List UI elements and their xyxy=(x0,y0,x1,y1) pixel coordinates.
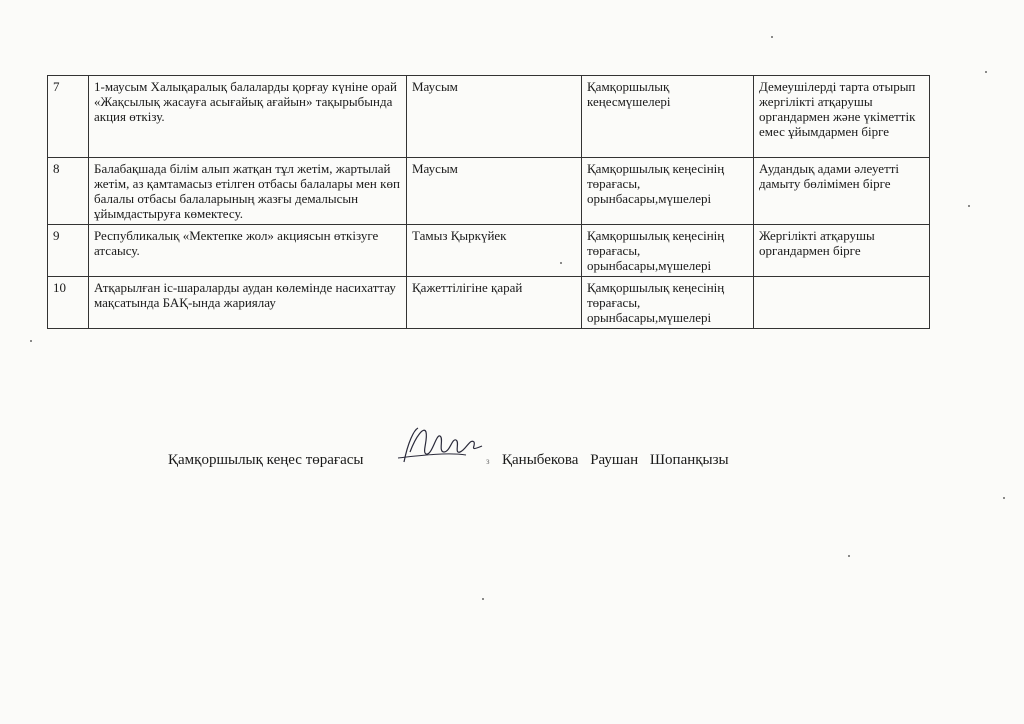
signature-title: Қамқоршылық кеңес төрағасы xyxy=(168,452,364,468)
scan-speck xyxy=(482,598,484,600)
signature-block xyxy=(168,452,729,469)
handwritten-signature xyxy=(396,422,486,472)
partners-cell xyxy=(754,277,930,329)
surname: Қаныбекова xyxy=(502,452,579,468)
scan-speck xyxy=(30,340,32,342)
date-cell: Қажеттілігіне қарай xyxy=(407,277,582,329)
table-row xyxy=(48,225,930,277)
partners-cell: Демеушілерді тарта отырып жергілікті атқарушы органдармен және үкіметтік емес ұйымдармен бірге xyxy=(754,76,930,158)
responsible-cell: Қамқоршылық кеңесінің төрағасы, орынбасары,мүшелері xyxy=(582,277,754,329)
scan-speck xyxy=(848,555,850,557)
date-cell: Маусым xyxy=(407,158,582,225)
table-row xyxy=(48,277,930,329)
first-name: Раушан xyxy=(590,452,639,468)
signature-mark: з xyxy=(486,456,490,466)
date-cell: Маусым xyxy=(407,76,582,158)
partners-cell: Жергілікті атқарушы органдармен бірге xyxy=(754,225,930,277)
activity-cell: Атқарылған іс-шараларды аудан көлемінде насихаттау мақсатында БАҚ-ында жариялау xyxy=(89,277,407,329)
date-cell: Тамыз Қыркүйек xyxy=(407,225,582,277)
activity-cell: Балабақшада білім алып жатқан тұл жетім, жартылай жетім, аз қамтамасыз етілген отбасы балалары мен көп балалы отбасы балаларының жазғы демалысын ұйымдастыруға көмектесу. xyxy=(89,158,407,225)
signatory-name xyxy=(502,452,729,469)
table-row xyxy=(48,76,930,158)
row-number: 8 xyxy=(48,158,89,225)
scan-speck xyxy=(560,262,562,264)
row-number: 10 xyxy=(48,277,89,329)
activity-plan-table xyxy=(47,75,930,329)
row-number: 7 xyxy=(48,76,89,158)
responsible-cell: Қамқоршылық кеңесінің төрағасы, орынбасары,мүшелері xyxy=(582,158,754,225)
row-number: 9 xyxy=(48,225,89,277)
partners-cell: Аудандық адами әлеуетті дамыту бөлімімен бірге xyxy=(754,158,930,225)
activity-cell: 1-маусым Халықаралық балаларды қорғау күніне орай «Жақсылық жасауға асығайық ағайын» тақырыбында акция өткізу. xyxy=(89,76,407,158)
scan-speck xyxy=(985,71,987,73)
responsible-cell: Қамқоршылық кеңесмүшелері xyxy=(582,76,754,158)
patronymic: Шопанқызы xyxy=(649,452,729,468)
scan-speck xyxy=(1003,497,1005,499)
activity-cell: Республикалық «Мектепке жол» акциясын өткізуге атсаысу. xyxy=(89,225,407,277)
responsible-cell: Қамқоршылық кеңесінің төрағасы, орынбасары,мүшелері xyxy=(582,225,754,277)
scan-speck xyxy=(968,205,970,207)
table-row xyxy=(48,158,930,225)
scan-speck xyxy=(771,36,773,38)
